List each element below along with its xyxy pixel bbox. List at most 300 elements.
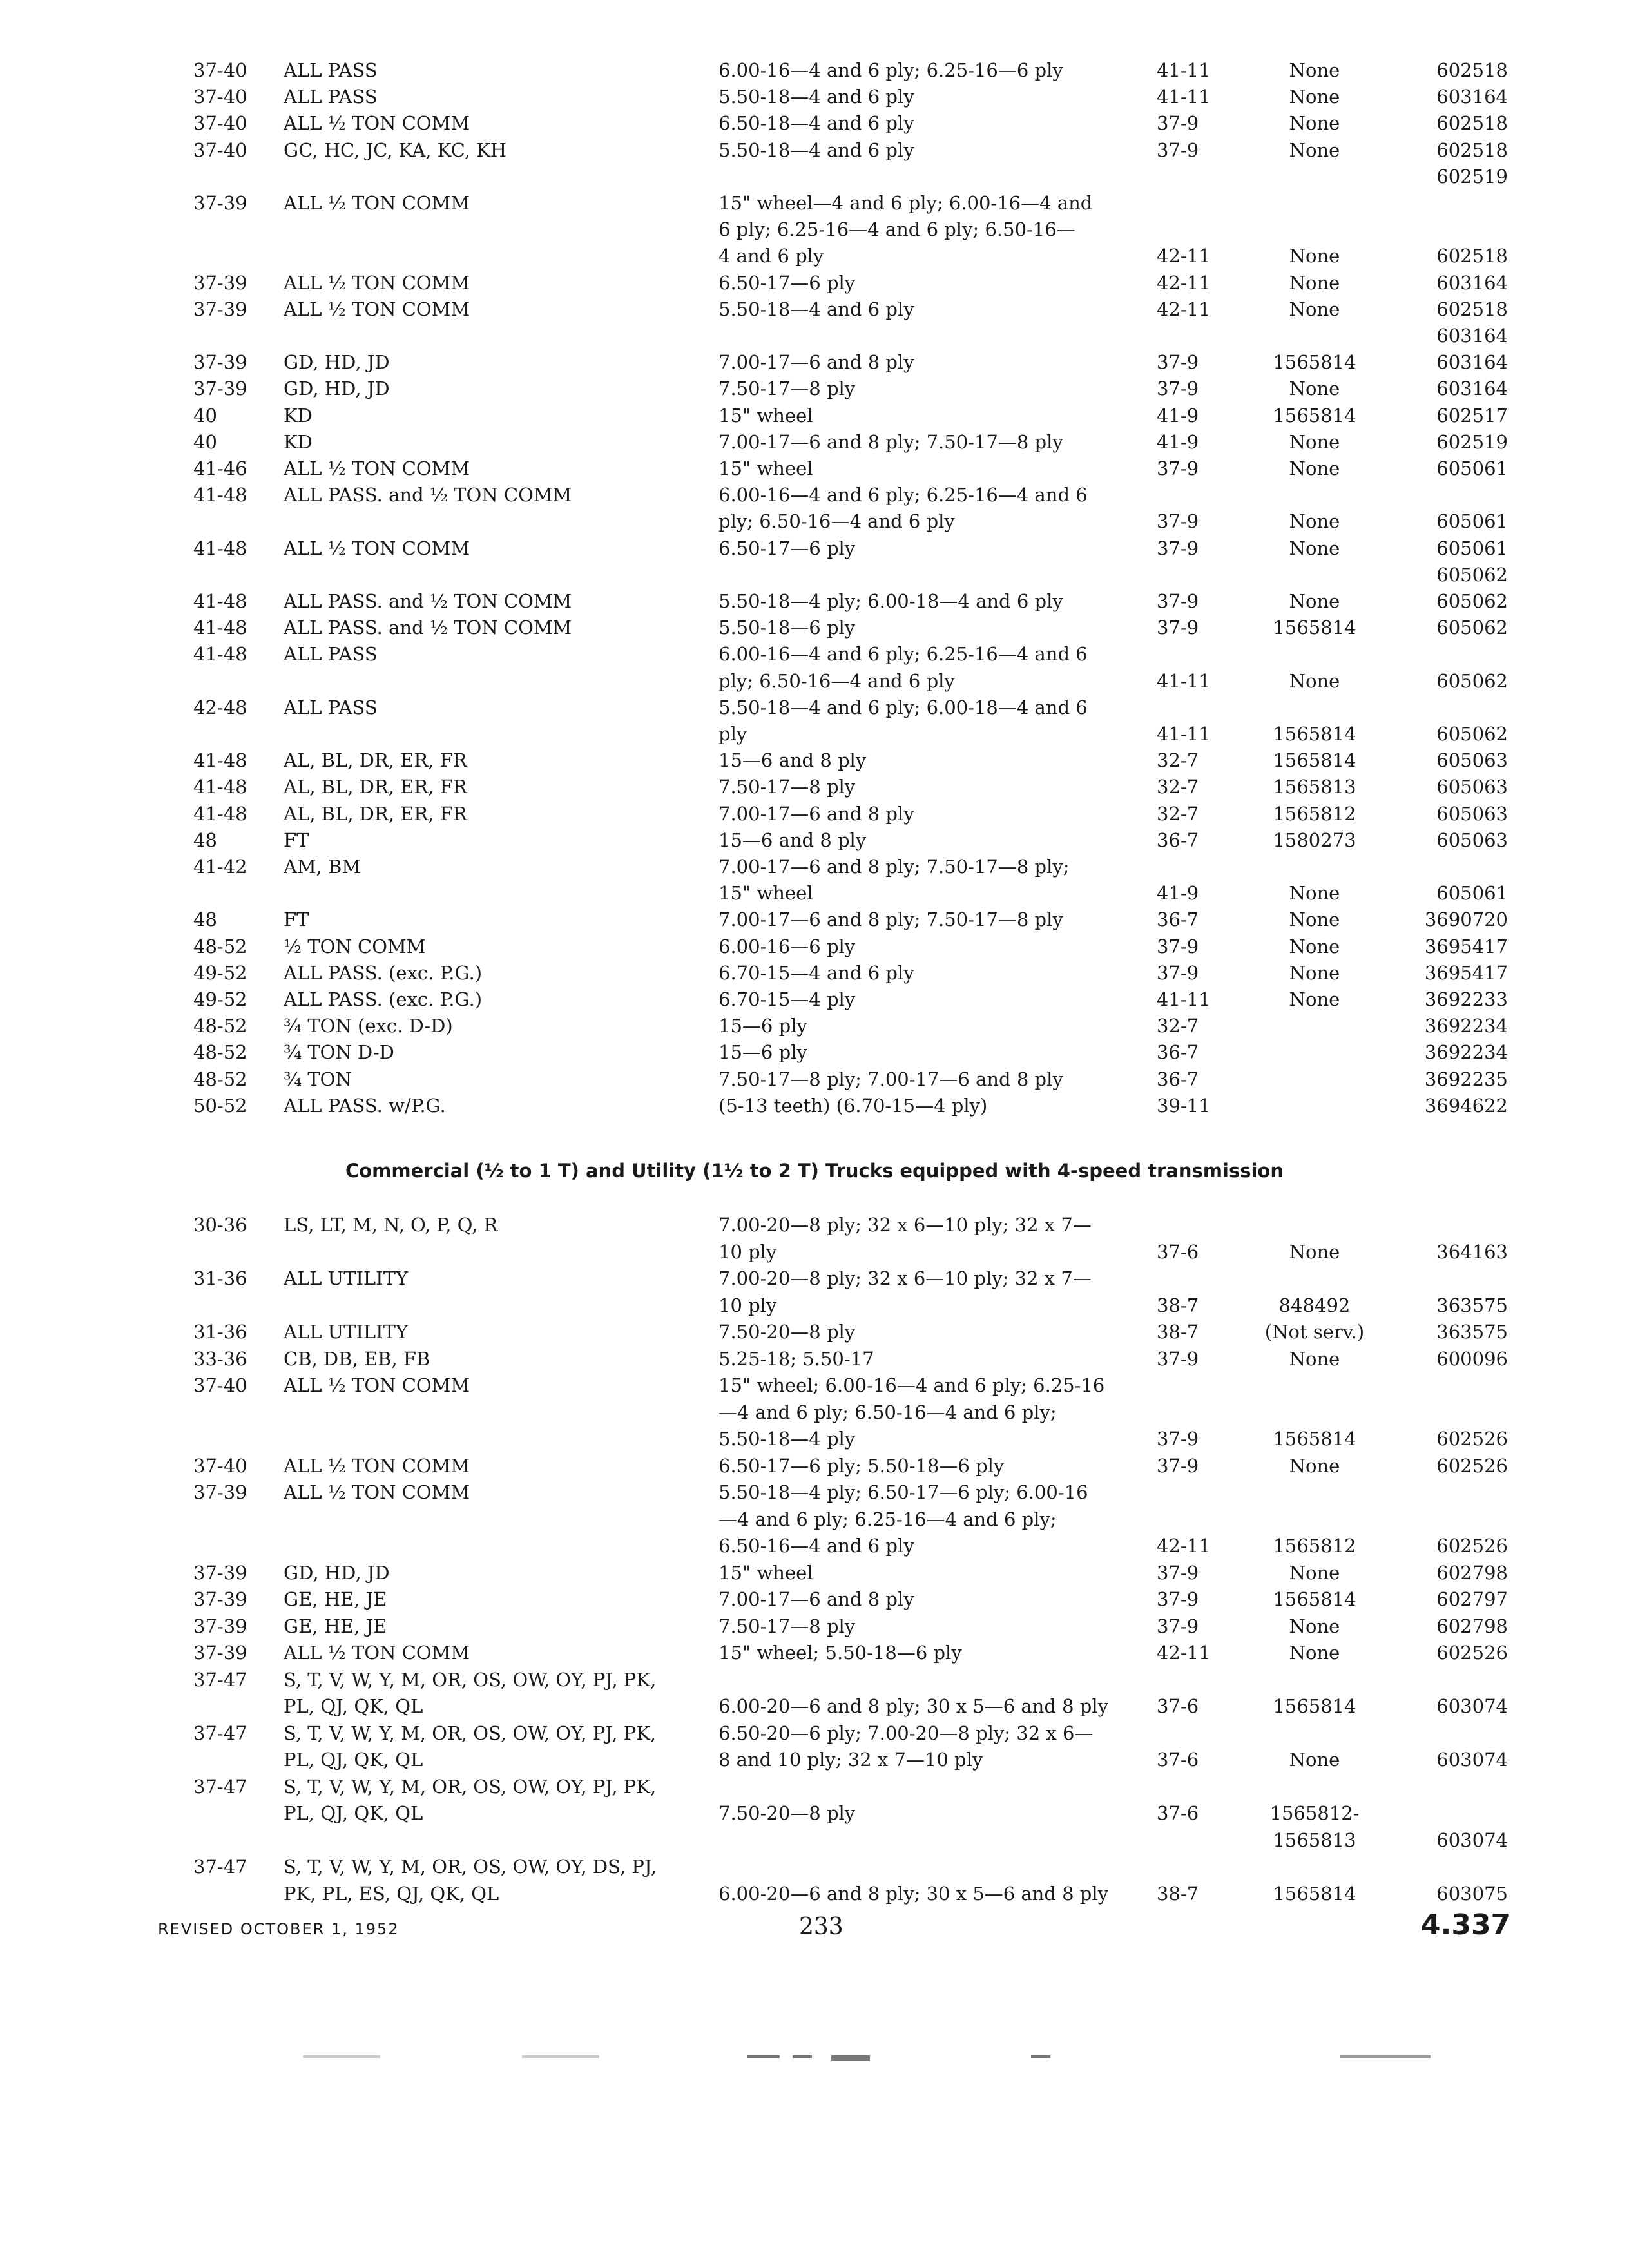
table-row [0, 110, 1629, 137]
service-part: None [1289, 1642, 1340, 1664]
model-years: 49-52 [193, 988, 247, 1010]
model-designation: ALL ½ TON COMM [284, 457, 470, 479]
part-number: 3695417 [1424, 961, 1508, 984]
model-designation: PL, QJ, QK, QL [284, 1802, 423, 1824]
tire-size: 7.50-20—8 ply [718, 1321, 856, 1343]
table-row [0, 1318, 1629, 1345]
tire-size: ply [718, 723, 747, 745]
service-part: None [1289, 988, 1340, 1010]
tire-size: 15" wheel; 6.00-16—4 and 6 ply; 6.25-16 [718, 1374, 1105, 1396]
tire-size: 5.50-18—4 and 6 ply [718, 86, 914, 108]
table-row [0, 481, 1629, 508]
model-designation: GD, HD, JD [284, 1561, 390, 1584]
part-number: 3695417 [1424, 935, 1508, 957]
table-row [0, 349, 1629, 376]
service-part: 1565812- [1269, 1802, 1360, 1824]
tire-size: 7.00-17—6 and 8 ply [718, 351, 914, 374]
table-row [0, 508, 1629, 535]
tire-size: 4 and 6 ply [718, 245, 824, 267]
model-years: 37-39 [193, 298, 247, 320]
model-years: 41-48 [193, 537, 247, 559]
part-number: 3692233 [1424, 988, 1508, 1010]
model-years: 31-36 [193, 1267, 247, 1289]
table-row [0, 216, 1629, 243]
part-number: 605063 [1436, 802, 1508, 825]
gear-ratio: 36-7 [1157, 1068, 1199, 1090]
table-row [0, 1559, 1629, 1586]
model-years: 41-48 [193, 617, 247, 639]
service-part: 1565814 [1273, 1428, 1356, 1450]
model-years: 41-48 [193, 802, 247, 825]
gear-ratio: 37-9 [1157, 590, 1199, 612]
model-designation: ALL ½ TON COMM [284, 112, 470, 135]
part-number: 603074 [1436, 1829, 1508, 1851]
gear-ratio: 37-9 [1157, 1588, 1199, 1610]
part-number: 363575 [1436, 1294, 1508, 1316]
gear-ratio: 37-9 [1157, 537, 1199, 559]
tire-size: 5.50-18—6 ply [718, 617, 856, 639]
part-number: 605061 [1436, 510, 1508, 533]
model-years: 48-52 [193, 1015, 247, 1037]
part-number: 603074 [1436, 1749, 1508, 1771]
model-years: 41-48 [193, 776, 247, 798]
part-number: 602518 [1436, 245, 1508, 267]
part-number: 602798 [1436, 1561, 1508, 1584]
model-designation: AL, BL, DR, ER, FR [284, 802, 467, 825]
model-years: 37-39 [193, 271, 247, 294]
tire-size: 6.50-17—6 ply [718, 271, 856, 294]
table-row [0, 1613, 1629, 1640]
model-designation: ½ TON COMM [284, 935, 426, 957]
gear-ratio: 42-11 [1157, 298, 1211, 320]
service-part: None [1289, 1454, 1340, 1477]
table-row [0, 1372, 1629, 1399]
table-row [0, 1853, 1629, 1880]
tire-size: —4 and 6 ply; 6.50-16—4 and 6 ply; [718, 1401, 1057, 1423]
table-row [0, 1292, 1629, 1319]
tire-size: 5.25-18; 5.50-17 [718, 1347, 874, 1370]
tire-size: 6.50-16—4 and 6 ply [718, 1535, 914, 1557]
model-designation: ALL PASS [284, 59, 378, 81]
part-number: 602526 [1436, 1642, 1508, 1664]
service-part: 1565814 [1273, 749, 1356, 772]
model-designation: ALL PASS [284, 696, 378, 718]
gear-ratio: 37-9 [1157, 139, 1199, 161]
model-designation: ALL ½ TON COMM [284, 1642, 470, 1664]
service-part: None [1289, 1561, 1340, 1584]
model-designation: GD, HD, JD [284, 378, 390, 400]
model-years: 30-36 [193, 1214, 247, 1236]
gear-ratio: 41-9 [1157, 404, 1199, 427]
part-number: 602518 [1436, 112, 1508, 135]
model-designation: GC, HC, JC, KA, KC, KH [284, 139, 507, 161]
service-part: 1565813 [1273, 1829, 1356, 1851]
table-row [0, 402, 1629, 429]
table-row [0, 1479, 1629, 1506]
service-part: None [1289, 271, 1340, 294]
table-row [0, 1720, 1629, 1747]
model-years: 37-40 [193, 139, 247, 161]
gear-ratio: 37-9 [1157, 1428, 1199, 1450]
model-years: 37-40 [193, 1454, 247, 1477]
model-designation: ALL ½ TON COMM [284, 1374, 470, 1396]
table-row [0, 1039, 1629, 1066]
service-part: None [1289, 537, 1340, 559]
gear-ratio: 39-11 [1157, 1094, 1211, 1117]
tire-size: 8 and 10 ply; 32 x 7—10 ply [718, 1749, 983, 1771]
part-number: 603075 [1436, 1882, 1508, 1905]
table-row [0, 1532, 1629, 1559]
model-years: 41-42 [193, 856, 247, 878]
tire-size: 6.00-16—4 and 6 ply; 6.25-16—4 and 6 [718, 643, 1088, 666]
part-number: 3692234 [1424, 1041, 1508, 1064]
model-designation: AL, BL, DR, ER, FR [284, 749, 467, 772]
table-row [0, 747, 1629, 774]
tire-size: 15" wheel; 5.50-18—6 ply [718, 1642, 962, 1664]
service-part: None [1289, 457, 1340, 479]
tire-size: 15—6 and 8 ply [718, 749, 867, 772]
model-designation: FT [284, 829, 309, 851]
table-row [0, 694, 1629, 721]
table-row [0, 1345, 1629, 1372]
part-number: 603164 [1436, 351, 1508, 374]
table-row [0, 588, 1629, 615]
model-years: 37-39 [193, 378, 247, 400]
tire-size: 7.00-17—6 and 8 ply [718, 802, 914, 825]
model-designation: ALL PASS [284, 643, 378, 666]
table-row [0, 1452, 1629, 1479]
part-number: 600096 [1436, 1347, 1508, 1370]
model-designation: LS, LT, M, N, O, P, Q, R [284, 1214, 498, 1236]
gear-ratio: 37-9 [1157, 961, 1199, 984]
tire-size: ply; 6.50-16—4 and 6 ply [718, 510, 955, 533]
part-number: 603164 [1436, 325, 1508, 347]
model-designation: GD, HD, JD [284, 351, 390, 374]
table-row [0, 455, 1629, 482]
service-part: 1565814 [1273, 404, 1356, 427]
service-part: None [1289, 908, 1340, 931]
model-years: 41-46 [193, 457, 247, 479]
tire-size: 15" wheel [718, 457, 813, 479]
gear-ratio: 41-9 [1157, 430, 1199, 453]
tire-size: 6 ply; 6.25-16—4 and 6 ply; 6.50-16— [718, 218, 1075, 241]
part-number: 602526 [1436, 1454, 1508, 1477]
model-designation: ALL UTILITY [284, 1321, 409, 1343]
tire-size: 6.50-17—6 ply; 5.50-18—6 ply [718, 1454, 1005, 1477]
tire-size: 5.50-18—4 ply [718, 1428, 856, 1450]
gear-ratio: 32-7 [1157, 1015, 1199, 1037]
tire-size: 5.50-18—4 and 6 ply [718, 298, 914, 320]
model-years: 37-47 [193, 1856, 247, 1878]
table-row [0, 561, 1629, 588]
model-years: 37-40 [193, 59, 247, 81]
model-designation: ALL PASS. w/P.G. [284, 1094, 446, 1117]
part-number: 605062 [1436, 669, 1508, 692]
tire-size: 6.00-16—6 ply [718, 935, 856, 957]
model-designation: S, T, V, W, Y, M, OR, OS, OW, OY, PJ, PK, [284, 1668, 657, 1691]
table-row [0, 614, 1629, 641]
gear-ratio: 37-9 [1157, 1561, 1199, 1584]
table-row [0, 933, 1629, 960]
tire-size: 5.50-18—4 ply; 6.00-18—4 and 6 ply [718, 590, 1063, 612]
table-row [0, 879, 1629, 907]
tire-size: —4 and 6 ply; 6.25-16—4 and 6 ply; [718, 1508, 1057, 1530]
service-part: None [1289, 112, 1340, 135]
model-years: 37-40 [193, 1374, 247, 1396]
model-designation: KD [284, 430, 313, 453]
model-years: 41-48 [193, 590, 247, 612]
table-row [0, 83, 1629, 110]
part-number: 605063 [1436, 776, 1508, 798]
gear-ratio: 42-11 [1157, 1535, 1211, 1557]
section-number: 4.337 [1421, 1908, 1511, 1941]
tire-size: 7.50-17—8 ply; 7.00-17—6 and 8 ply [718, 1068, 1063, 1090]
gear-ratio: 37-9 [1157, 378, 1199, 400]
table-row [0, 1800, 1629, 1827]
model-designation: FT [284, 908, 309, 931]
model-designation: AL, BL, DR, ER, FR [284, 776, 467, 798]
model-designation: PK, PL, ES, QJ, QK, QL [284, 1882, 499, 1905]
model-designation: ALL ½ TON COMM [284, 537, 470, 559]
model-years: 37-40 [193, 112, 247, 135]
tire-size: 10 ply [718, 1294, 777, 1316]
model-designation: AM, BM [284, 856, 361, 878]
model-years: 37-47 [193, 1722, 247, 1744]
part-number: 602518 [1436, 298, 1508, 320]
gear-ratio: 37-9 [1157, 935, 1199, 957]
part-number: 602519 [1436, 430, 1508, 453]
model-years: 48-52 [193, 935, 247, 957]
service-part: None [1289, 1615, 1340, 1637]
service-part: None [1289, 1240, 1340, 1263]
service-part: None [1289, 935, 1340, 957]
table-row [0, 827, 1629, 854]
gear-ratio: 38-7 [1157, 1882, 1199, 1905]
gear-ratio: 42-11 [1157, 245, 1211, 267]
model-years: 37-47 [193, 1668, 247, 1691]
model-years: 48 [193, 908, 217, 931]
table-row [0, 269, 1629, 296]
model-designation: ALL PASS [284, 86, 378, 108]
model-years: 37-39 [193, 192, 247, 214]
table-row [0, 1639, 1629, 1666]
tire-size: 7.00-17—6 and 8 ply; 7.50-17—8 ply [718, 908, 1063, 931]
part-number: 605061 [1436, 537, 1508, 559]
tire-size: 7.50-17—8 ply [718, 1615, 856, 1637]
tire-size: 7.50-17—8 ply [718, 776, 856, 798]
tire-size: 15" wheel—4 and 6 ply; 6.00-16—4 and [718, 192, 1093, 214]
service-part: 1565814 [1273, 351, 1356, 374]
tire-size: ply; 6.50-16—4 and 6 ply [718, 669, 955, 692]
part-number: 605062 [1436, 617, 1508, 639]
model-years: 48-52 [193, 1041, 247, 1064]
part-number: 605063 [1436, 749, 1508, 772]
service-part: 1565814 [1273, 1695, 1356, 1717]
gear-ratio: 38-7 [1157, 1294, 1199, 1316]
model-designation: ALL ½ TON COMM [284, 1481, 470, 1503]
model-designation: KD [284, 404, 313, 427]
table-row [0, 640, 1629, 668]
gear-ratio: 37-9 [1157, 510, 1199, 533]
service-part: None [1289, 430, 1340, 453]
table-row [0, 1211, 1629, 1238]
tire-size: 7.00-20—8 ply; 32 x 6—10 ply; 32 x 7— [718, 1267, 1092, 1289]
model-designation: GE, HE, JE [284, 1615, 387, 1637]
table-row [0, 428, 1629, 456]
model-designation: ALL PASS. (exc. P.G.) [284, 961, 483, 984]
model-designation: ¾ TON (exc. D-D) [284, 1015, 453, 1037]
tire-size: 7.00-17—6 and 8 ply; 7.50-17—8 ply [718, 430, 1063, 453]
model-years: 37-39 [193, 1615, 247, 1637]
service-part: None [1289, 139, 1340, 161]
tire-size: 7.50-20—8 ply [718, 1802, 856, 1824]
service-part: None [1289, 378, 1340, 400]
tire-size: 6.50-17—6 ply [718, 537, 856, 559]
model-years: 40 [193, 404, 217, 427]
tire-size: 10 ply [718, 1240, 777, 1263]
table-row [0, 773, 1629, 800]
tire-size: 6.00-20—6 and 8 ply; 30 x 5—6 and 8 ply [718, 1695, 1109, 1717]
part-number: 605062 [1436, 723, 1508, 745]
gear-ratio: 36-7 [1157, 908, 1199, 931]
table-row [0, 1880, 1629, 1907]
part-number: 605061 [1436, 882, 1508, 905]
gear-ratio: 37-9 [1157, 457, 1199, 479]
service-part: None [1289, 590, 1340, 612]
section-heading: Commercial (½ to 1 T) and Utility (1½ to 2 T) Trucks equipped with 4-speed transmission [345, 1160, 1284, 1182]
part-number: 603164 [1436, 86, 1508, 108]
part-number: 363575 [1436, 1321, 1508, 1343]
model-designation: ALL ½ TON COMM [284, 192, 470, 214]
tire-size: 7.00-17—6 and 8 ply [718, 1588, 914, 1610]
table-row [0, 906, 1629, 933]
table-row [0, 1827, 1629, 1854]
model-designation: ALL ½ TON COMM [284, 298, 470, 320]
table-row [0, 242, 1629, 269]
gear-ratio: 37-9 [1157, 112, 1199, 135]
table-row [0, 1012, 1629, 1039]
table-row [0, 1066, 1629, 1093]
table-row [0, 1693, 1629, 1720]
service-part: None [1289, 1749, 1340, 1771]
gear-ratio: 36-7 [1157, 829, 1199, 851]
gear-ratio: 32-7 [1157, 802, 1199, 825]
model-years: 41-48 [193, 484, 247, 506]
service-part: 1565814 [1273, 1588, 1356, 1610]
service-part: 848492 [1278, 1294, 1351, 1316]
model-designation: ALL PASS. (exc. P.G.) [284, 988, 483, 1010]
model-years: 41-48 [193, 643, 247, 666]
part-number: 602798 [1436, 1615, 1508, 1637]
model-designation: S, T, V, W, Y, M, OR, OS, OW, OY, DS, PJ, [284, 1856, 657, 1878]
part-number: 603164 [1436, 271, 1508, 294]
scan-artifact-marks [303, 2055, 1508, 2063]
tire-size: 6.00-16—4 and 6 ply; 6.25-16—6 ply [718, 59, 1063, 81]
tire-size: 15" wheel [718, 1561, 813, 1584]
model-years: 37-39 [193, 1561, 247, 1584]
part-number: 3690720 [1424, 908, 1508, 931]
model-years: 50-52 [193, 1094, 247, 1117]
gear-ratio: 37-9 [1157, 617, 1199, 639]
part-number: 602518 [1436, 139, 1508, 161]
model-designation: S, T, V, W, Y, M, OR, OS, OW, OY, PJ, PK, [284, 1722, 657, 1744]
table-row [0, 137, 1629, 164]
tire-size: 5.50-18—4 and 6 ply [718, 139, 914, 161]
gear-ratio: 38-7 [1157, 1321, 1199, 1343]
service-part: 1565812 [1273, 1535, 1356, 1557]
part-number: 3692235 [1424, 1068, 1508, 1090]
part-number: 603074 [1436, 1695, 1508, 1717]
gear-ratio: 37-6 [1157, 1240, 1199, 1263]
table-row [0, 800, 1629, 827]
table-row [0, 1238, 1629, 1265]
model-years: 37-39 [193, 351, 247, 374]
table-row [0, 1399, 1629, 1426]
model-designation: PL, QJ, QK, QL [284, 1749, 423, 1771]
service-part: None [1289, 86, 1340, 108]
gear-ratio: 41-11 [1157, 669, 1211, 692]
service-part: None [1289, 961, 1340, 984]
tire-size: 6.70-15—4 ply [718, 988, 856, 1010]
part-number: 605062 [1436, 590, 1508, 612]
part-number: 602517 [1436, 404, 1508, 427]
tire-size: (5-13 teeth) (6.70-15—4 ply) [718, 1094, 988, 1117]
model-years: 37-39 [193, 1481, 247, 1503]
table-row [0, 189, 1629, 216]
model-years: 48 [193, 829, 217, 851]
table-row [0, 1506, 1629, 1533]
table-row [0, 1666, 1629, 1693]
model-years: 49-52 [193, 961, 247, 984]
table-row [0, 163, 1629, 190]
part-number: 3692234 [1424, 1015, 1508, 1037]
part-number: 602797 [1436, 1588, 1508, 1610]
model-designation: PL, QJ, QK, QL [284, 1695, 423, 1717]
tire-size: 15" wheel [718, 882, 813, 905]
part-number: 605062 [1436, 563, 1508, 586]
service-part: 1580273 [1273, 829, 1356, 851]
table-row [0, 296, 1629, 323]
table-row [0, 668, 1629, 695]
gear-ratio: 37-9 [1157, 351, 1199, 374]
model-designation: ALL PASS. and ½ TON COMM [284, 484, 572, 506]
table-row [0, 1773, 1629, 1800]
model-years: 40 [193, 430, 217, 453]
model-years: 42-48 [193, 696, 247, 718]
gear-ratio: 42-11 [1157, 1642, 1211, 1664]
tire-size: 5.50-18—4 ply; 6.50-17—6 ply; 6.00-16 [718, 1481, 1088, 1503]
service-part: None [1289, 245, 1340, 267]
gear-ratio: 37-9 [1157, 1454, 1199, 1477]
model-designation: ¾ TON D-D [284, 1041, 394, 1064]
model-years: 41-48 [193, 749, 247, 772]
service-part: None [1289, 1347, 1340, 1370]
service-part: None [1289, 298, 1340, 320]
gear-ratio: 37-9 [1157, 1347, 1199, 1370]
model-years: 31-36 [193, 1321, 247, 1343]
model-designation: ALL UTILITY [284, 1267, 409, 1289]
table-row [0, 986, 1629, 1013]
revision-date: REVISED OCTOBER 1, 1952 [158, 1920, 400, 1938]
tire-size: 7.00-20—8 ply; 32 x 6—10 ply; 32 x 7— [718, 1214, 1092, 1236]
tire-size: 15—6 ply [718, 1041, 807, 1064]
gear-ratio: 37-6 [1157, 1749, 1199, 1771]
part-number: 3694622 [1424, 1094, 1508, 1117]
model-designation: ALL PASS. and ½ TON COMM [284, 617, 572, 639]
gear-ratio: 41-11 [1157, 723, 1211, 745]
table-row [0, 57, 1629, 84]
model-years: 37-47 [193, 1775, 247, 1798]
